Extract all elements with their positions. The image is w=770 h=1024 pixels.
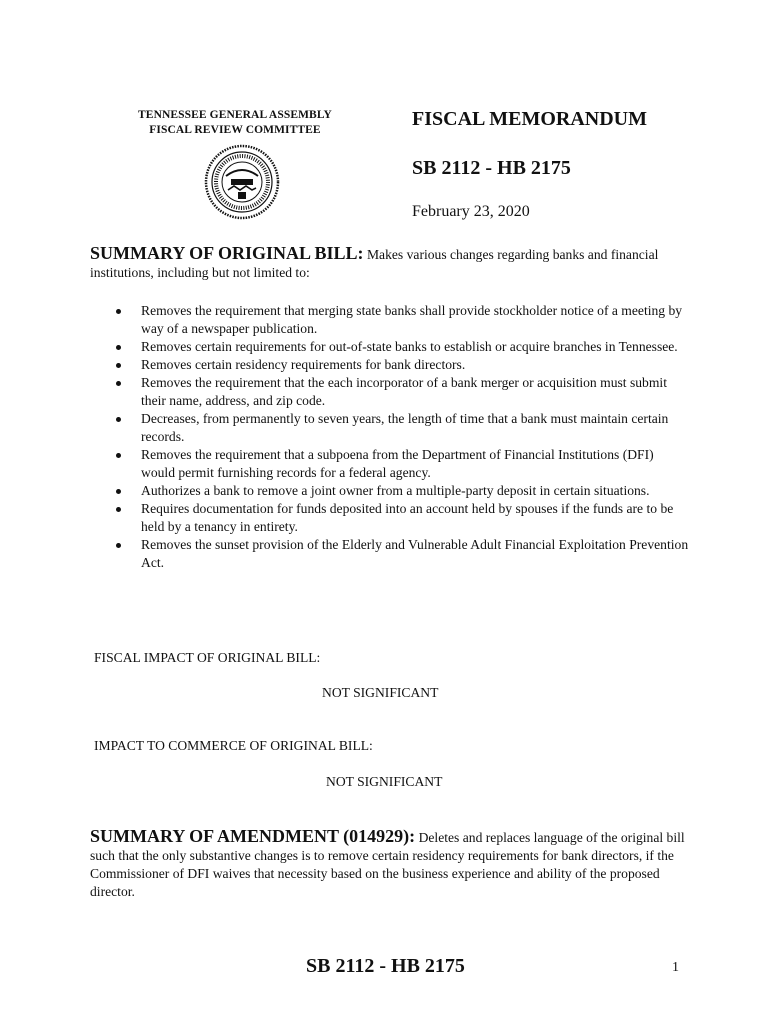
- summary-amendment-heading: SUMMARY OF AMENDMENT (014929):: [90, 826, 416, 846]
- bullet-icon: [116, 417, 121, 422]
- bullet-icon: [116, 507, 121, 512]
- page-number: 1: [672, 960, 679, 975]
- bullet-icon: [116, 489, 121, 494]
- bullet-icon: [116, 345, 121, 350]
- list-item: Decreases, from permanently to seven years, the length of time that a bank must maintain certain records.: [90, 410, 690, 446]
- list-item: Authorizes a bank to remove a joint owner from a multiple-party deposit in certain situations.: [90, 482, 690, 500]
- bullet-icon: [116, 381, 121, 386]
- bullet-icon: [116, 543, 121, 548]
- committee-name: FISCAL REVIEW COMMITTEE: [149, 124, 321, 136]
- state-seal-icon: [204, 144, 280, 220]
- memo-date: February 23, 2020: [412, 203, 530, 220]
- commerce-impact-value: NOT SIGNIFICANT: [326, 774, 443, 789]
- summary-amendment: [90, 827, 690, 901]
- summary-original-list: [90, 302, 690, 572]
- fiscal-impact-value: NOT SIGNIFICANT: [322, 685, 439, 700]
- memo-title: FISCAL MEMORANDUM: [412, 108, 647, 130]
- footer-bill-number: SB 2112 - HB 2175: [306, 955, 465, 977]
- list-item: Removes the requirement that merging state banks shall provide stockholder notice of a meeting by way of a newspaper publication.: [90, 302, 690, 338]
- list-item: Removes the requirement that the each incorporator of a bank merger or acquisition must submit their name, address, and zip code.: [90, 374, 690, 410]
- commerce-impact-label: IMPACT TO COMMERCE OF ORIGINAL BILL:: [94, 738, 373, 753]
- fiscal-impact-label: FISCAL IMPACT OF ORIGINAL BILL:: [94, 650, 321, 665]
- list-item: Removes the sunset provision of the Elderly and Vulnerable Adult Financial Exploitation Prevention Act.: [90, 536, 690, 572]
- list-item: Removes certain requirements for out-of-state banks to establish or acquire branches in Tennessee.: [90, 338, 690, 356]
- bullet-icon: [116, 363, 121, 368]
- summary-original-text: Makes various changes regarding banks and financial institutions, including but not limited to:: [90, 247, 659, 280]
- summary-original-intro: [90, 244, 690, 282]
- list-item: Requires documentation for funds deposited into an account held by spouses if the funds are to be held by a tenancy in entirety.: [90, 500, 690, 536]
- header-left: [110, 108, 360, 138]
- bullet-icon: [116, 453, 121, 458]
- summary-amendment-text: Deletes and replaces language of the original bill such that the only substantive changes is to remove certain residency requirements for bank directors, if the Commissioner of DFI waives that necessity based on the business experience and ability of the proposed director.: [90, 830, 685, 899]
- summary-original-heading: SUMMARY OF ORIGINAL BILL:: [90, 243, 364, 263]
- assembly-name: TENNESSEE GENERAL ASSEMBLY: [138, 109, 332, 121]
- bullet-icon: [116, 309, 121, 314]
- list-item: Removes certain residency requirements for bank directors.: [90, 356, 690, 374]
- list-item: Removes the requirement that a subpoena from the Department of Financial Institutions (DFI) would permit furnishing records for a federal agency.: [90, 446, 690, 482]
- bill-number: SB 2112 - HB 2175: [412, 157, 571, 179]
